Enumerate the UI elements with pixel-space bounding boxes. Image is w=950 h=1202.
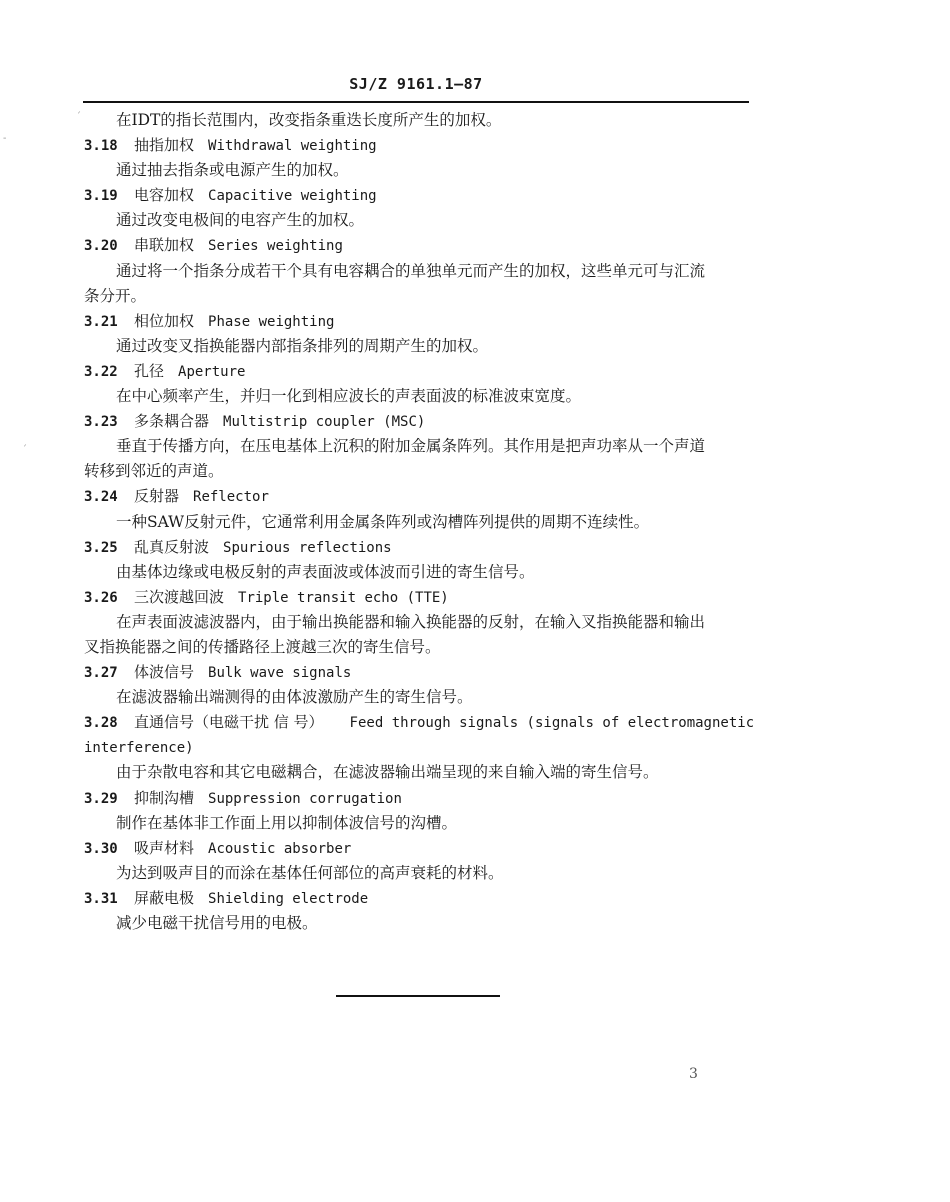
- term-number: 3.25: [84, 539, 118, 556]
- term-en: Bulk wave signals: [208, 665, 352, 682]
- term-en: Spurious reflections: [223, 539, 392, 556]
- term-zh: 多条耦合器: [134, 412, 210, 431]
- term-definition: 通过将一个指条分成若干个具有电容耦合的单独单元而产生的加权，这些单元可与汇流: [116, 261, 706, 280]
- term-zh: 屏蔽电极: [134, 888, 195, 907]
- term-heading: [84, 309, 754, 334]
- term-en: Multistrip coupler (MSC): [223, 414, 426, 431]
- term-heading: [84, 786, 754, 811]
- scan-mark: ˊ: [22, 445, 27, 456]
- term-zh: 抑制沟槽: [134, 788, 195, 807]
- term-en: Withdrawal weighting: [208, 138, 377, 155]
- term-heading: [84, 535, 754, 560]
- term-en: Reflector: [193, 489, 269, 506]
- term-en: Feed through signals (signals of electromagnetic: [349, 715, 755, 732]
- term-definition-cont: 条分开。: [84, 286, 147, 305]
- term-heading: [84, 409, 754, 434]
- term-definition: 垂直于传播方向，在压电基体上沉积的附加金属条阵列。其作用是把声功率从一个声道: [116, 437, 706, 456]
- term-number: 3.18: [84, 138, 118, 155]
- term-definition: 制作在基体非工作面上用以抑制体波信号的沟槽。: [116, 813, 458, 832]
- term-number: 3.22: [84, 363, 118, 380]
- term-definition: 为达到吸声目的而涂在基体任何部位的高声衰耗的材料。: [116, 863, 504, 882]
- term-number: 3.24: [84, 489, 118, 506]
- term-number: 3.21: [84, 313, 118, 330]
- term-number: 3.30: [84, 840, 118, 857]
- scan-mark: -: [3, 133, 7, 144]
- term-en: Capacitive weighting: [208, 188, 377, 205]
- term-zh: 吸声材料: [134, 838, 195, 857]
- term-definition: 通过改变电极间的电容产生的加权。: [116, 211, 365, 230]
- page-number: 3: [689, 1066, 698, 1082]
- term-zh: 电容加权: [134, 186, 195, 205]
- term-en: Series weighting: [208, 238, 343, 255]
- term-definition-cont: 转移到邻近的声道。: [84, 462, 224, 481]
- term-en: Suppression corrugation: [208, 790, 402, 807]
- term-definition-cont: 叉指换能器之间的传播路径上渡越三次的寄生信号。: [84, 637, 441, 656]
- term-en: Aperture: [178, 363, 246, 380]
- term-en: Triple transit echo (TTE): [238, 589, 449, 606]
- term-definition: 减少电磁干扰信号用的电极。: [116, 914, 318, 932]
- term-en-cont: interference): [84, 740, 194, 757]
- term-zh: 直通信号（电磁干扰 信 号）: [134, 713, 324, 732]
- term-number: 3.27: [84, 665, 118, 682]
- term-definition: 在中心频率产生，并归一化到相应波长的声表面波的标准波束宽度。: [116, 387, 582, 406]
- term-zh: 抽指加权: [134, 136, 195, 155]
- term-definition: 通过改变叉指换能器内部指条排列的周期产生的加权。: [116, 336, 489, 355]
- term-definition: 通过抽去指条或电源产生的加权。: [116, 161, 349, 180]
- term-number: 3.29: [84, 790, 118, 807]
- term-number: 3.20: [84, 238, 118, 255]
- term-heading: [84, 359, 754, 384]
- term-en: Shielding electrode: [208, 890, 369, 907]
- term-number: 3.28: [84, 715, 118, 732]
- term-definition: 由于杂散电容和其它电磁耦合，在滤波器输出端呈现的来自输入端的寄生信号。: [116, 763, 659, 782]
- term-zh: 反射器: [134, 487, 180, 506]
- continuation-paragraph: 在IDT的指长范围内，改变指条重迭长度所产生的加权。: [116, 111, 502, 129]
- term-number: 3.23: [84, 414, 118, 431]
- term-zh: 三次渡越回波: [134, 587, 225, 606]
- scan-mark: ˊ: [76, 112, 81, 123]
- term-heading: [84, 133, 754, 158]
- term-zh: 体波信号: [134, 663, 195, 682]
- term-heading: [84, 710, 754, 735]
- term-number: 3.19: [84, 188, 118, 205]
- term-definition: 在声表面波滤波器内，由于输出换能器和输入换能器的反射，在输入叉指换能器和输出: [116, 612, 706, 631]
- term-number: 3.31: [84, 890, 118, 907]
- term-heading-cont: [84, 735, 754, 760]
- term-en: Phase weighting: [208, 313, 335, 330]
- term-definition: 一种SAW反射元件，它通常利用金属条阵列或沟槽阵列提供的周期不连续性。: [116, 512, 650, 531]
- term-heading: [84, 886, 754, 911]
- term-definition: 由基体边缘或电极反射的声表面波或体波而引进的寄生信号。: [116, 562, 535, 581]
- term-heading: [84, 183, 754, 208]
- term-heading: [84, 660, 754, 685]
- term-zh: 孔径: [134, 361, 165, 380]
- term-heading: [84, 233, 754, 258]
- term-heading: [84, 585, 754, 610]
- header-rule: [83, 101, 749, 103]
- term-zh: 乱真反射波: [134, 537, 210, 556]
- term-number: 3.26: [84, 589, 118, 606]
- term-en: Acoustic absorber: [208, 840, 352, 857]
- end-of-section-rule: [336, 995, 500, 997]
- document-body: [84, 108, 754, 936]
- term-zh: 串联加权: [134, 236, 195, 255]
- standard-code: SJ/Z 9161.1—87: [349, 75, 483, 93]
- term-zh: 相位加权: [134, 311, 195, 330]
- term-heading: [84, 484, 754, 509]
- term-heading: [84, 836, 754, 861]
- term-definition: 在滤波器输出端测得的由体波激励产生的寄生信号。: [116, 688, 473, 707]
